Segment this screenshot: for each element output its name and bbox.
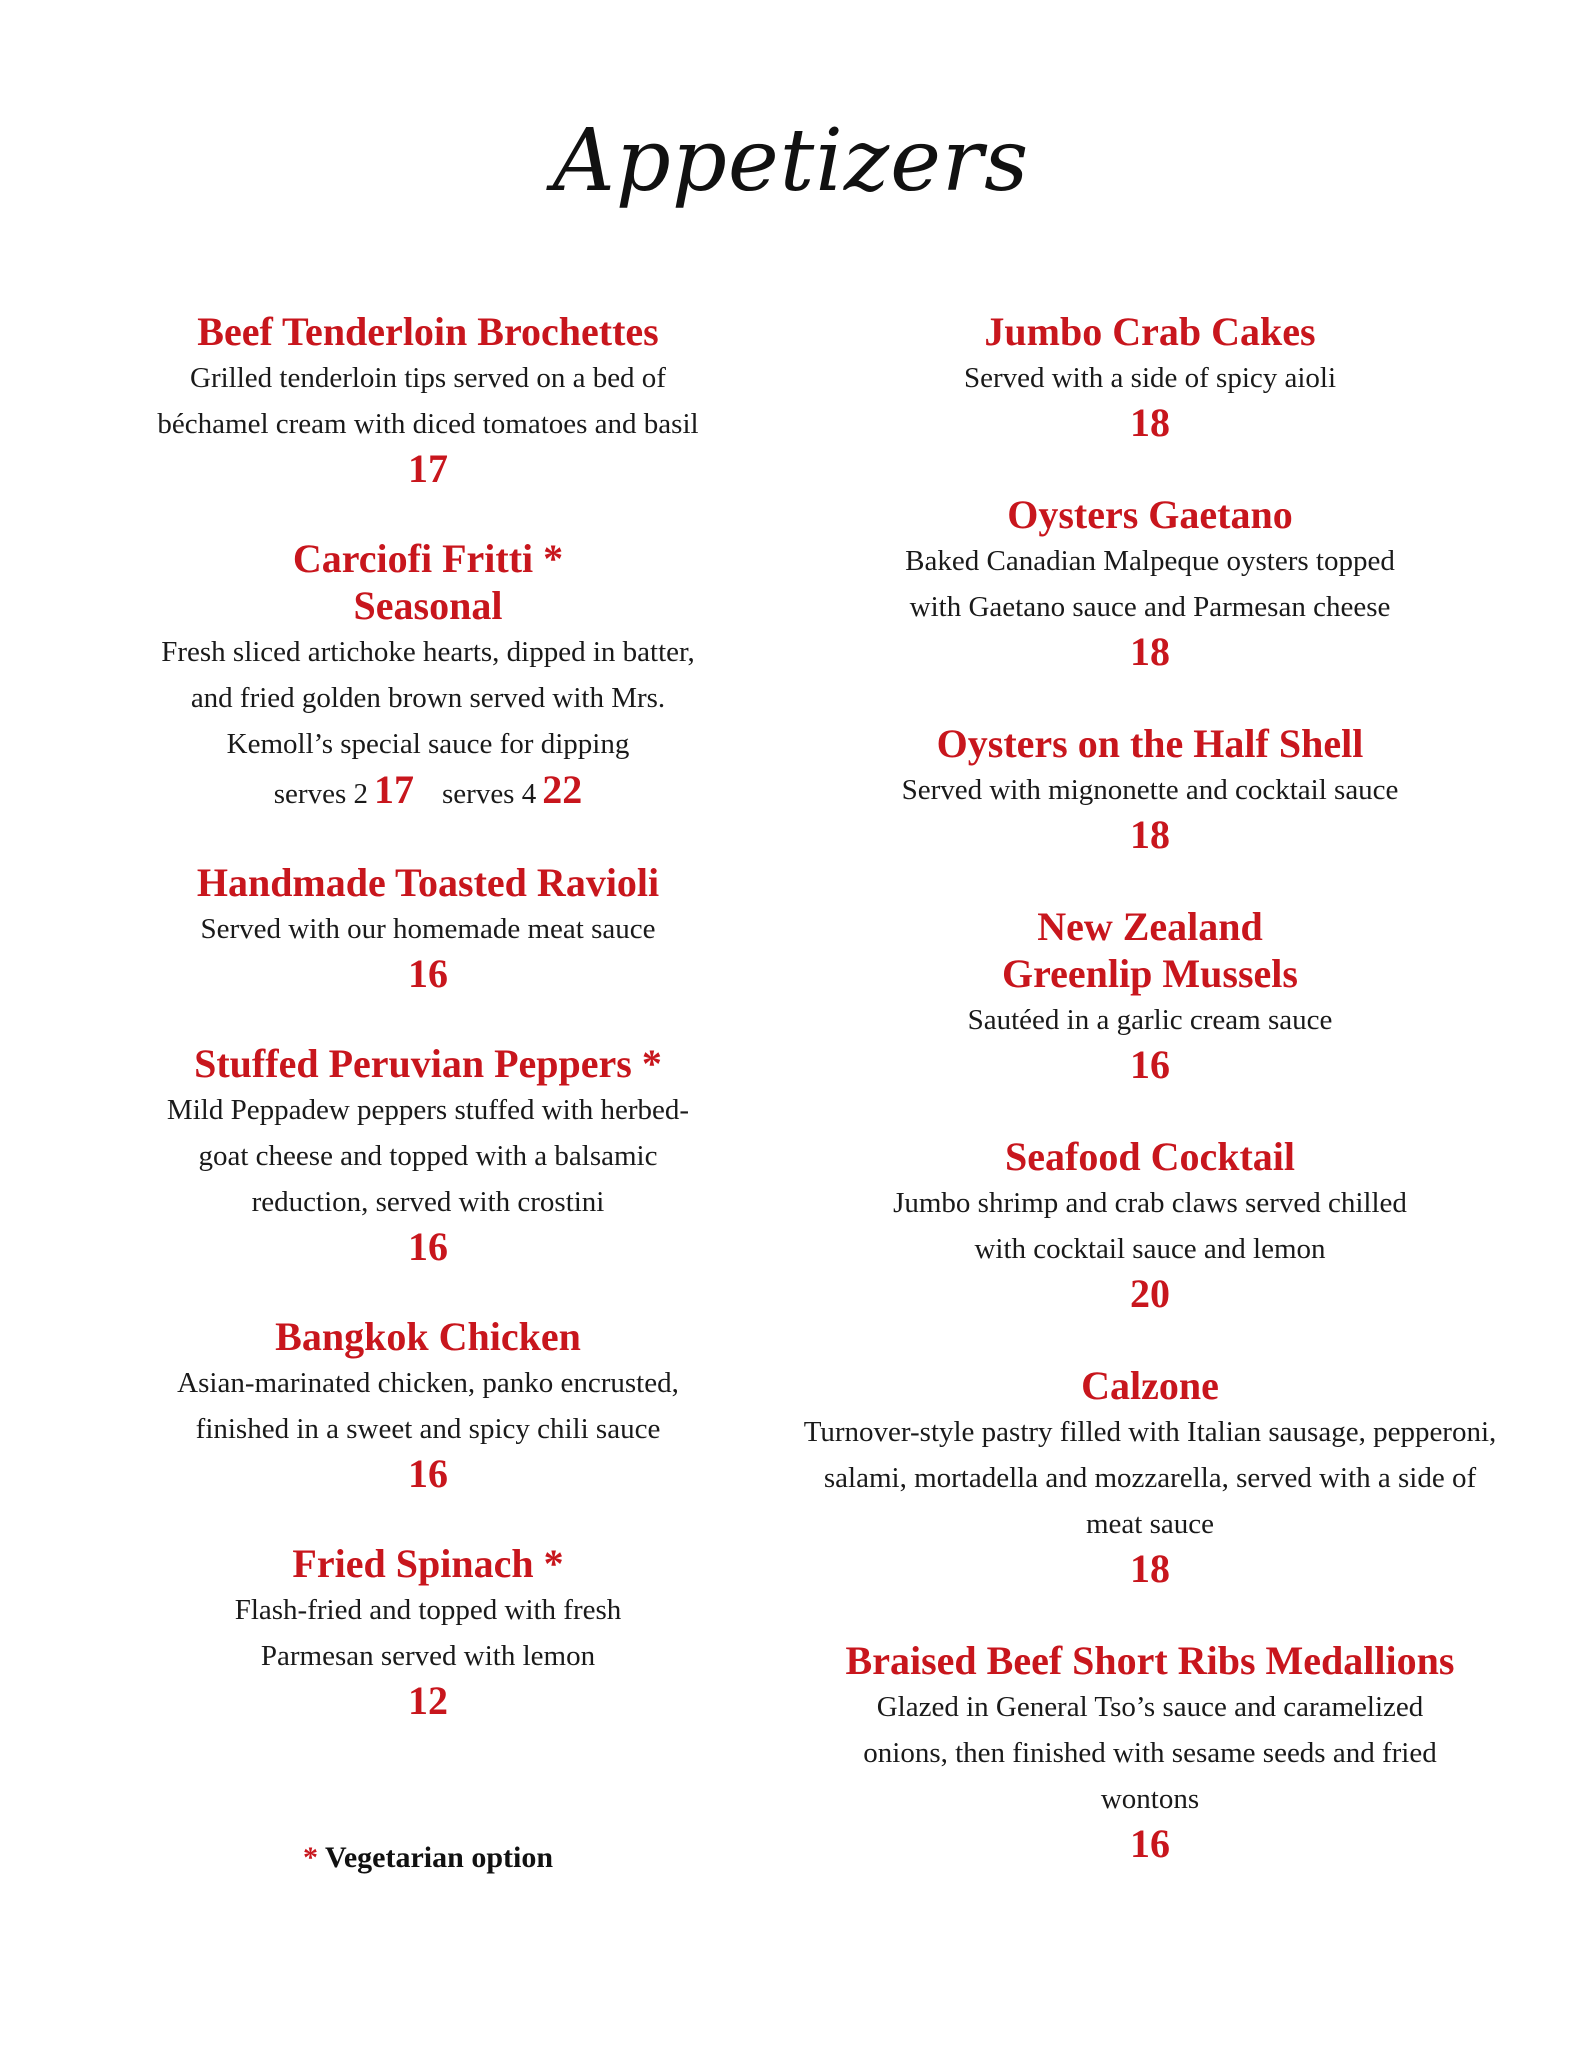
serves-price: 17: [374, 767, 414, 812]
menu-item-bangkok-chicken: [68, 1313, 788, 1496]
item-price: 16: [1130, 1042, 1170, 1087]
menu-item-braised-beef-short-ribs-medallions: [790, 1637, 1510, 1866]
item-name: Oysters on the Half Shell: [936, 721, 1364, 766]
item-description: Grilled tenderloin tips served on a bed of béchamel cream with diced tomatoes and basil: [157, 362, 699, 440]
item-subtitle: Seasonal: [353, 583, 503, 628]
item-price: 16: [408, 1224, 448, 1269]
item-name: Fried Spinach *: [292, 1541, 564, 1586]
item-description: Mild Peppadew peppers stuffed with herbed-goat cheese and topped with a balsamic reduction, served with crostini: [166, 1094, 690, 1218]
item-description: Served with mignonette and cocktail sauce: [901, 774, 1399, 806]
serves-label: serves 4: [442, 778, 537, 810]
footnote-star: *: [302, 1841, 318, 1874]
serves-price: 22: [542, 767, 583, 812]
item-name: Bangkok Chicken: [275, 1314, 581, 1359]
item-name: Oysters Gaetano: [1007, 492, 1293, 537]
menu-item-calzone: [790, 1362, 1510, 1591]
item-name: Stuffed Peruvian Peppers *: [194, 1041, 662, 1086]
item-description: Sautéed in a garlic cream sauce: [967, 1004, 1333, 1036]
menu-item-oysters-on-the-half-shell: [790, 720, 1510, 857]
item-description: Baked Canadian Malpeque oysters topped with Gaetano sauce and Parmesan cheese: [905, 545, 1395, 623]
footnote-text: Vegetarian option: [324, 1841, 554, 1874]
item-description: Glazed in General Tso’s sauce and caramelized onions, then finished with sesame seeds and fried wontons: [863, 1691, 1437, 1815]
serves-options: [68, 767, 788, 817]
item-price: 16: [408, 951, 448, 996]
item-price: 12: [408, 1678, 448, 1723]
vegetarian-footnote: [68, 1838, 788, 1878]
menu-item-carciofi-fritti: [68, 535, 788, 817]
item-price: 18: [1130, 1546, 1170, 1591]
menu-item-oysters-gaetano: [790, 491, 1510, 674]
item-price: 18: [1130, 400, 1170, 445]
item-description: Served with our homemade meat sauce: [200, 913, 656, 945]
item-description: Flash-fried and topped with fresh Parmesan served with lemon: [234, 1594, 622, 1672]
item-name: Calzone: [1081, 1363, 1219, 1408]
menu-item-stuffed-peruvian-peppers: [68, 1040, 788, 1269]
item-name: Seafood Cocktail: [1005, 1134, 1295, 1179]
item-price: 17: [408, 446, 448, 491]
item-description: Asian-marinated chicken, panko encrusted, finished in a sweet and spicy chili sauce: [177, 1367, 679, 1445]
menu-item-handmade-toasted-ravioli: [68, 859, 788, 996]
item-price: 18: [1130, 812, 1170, 857]
item-name: New Zealand: [1037, 904, 1263, 949]
item-name: Carciofi Fritti *: [292, 536, 564, 581]
right-menu-column: [790, 308, 1510, 1866]
item-description: Served with a side of spicy aioli: [963, 362, 1337, 394]
menu-item-jumbo-crab-cakes: [790, 308, 1510, 445]
item-subtitle: Greenlip Mussels: [1002, 951, 1298, 996]
menu-item-seafood-cocktail: [790, 1133, 1510, 1316]
item-price: 20: [1130, 1271, 1170, 1316]
menu-item-fried-spinach: [68, 1540, 788, 1723]
menu-item-beef-tenderloin-brochettes: [68, 308, 788, 491]
serves-label: serves 2: [273, 778, 368, 810]
item-description: Jumbo shrimp and crab claws served chilled with cocktail sauce and lemon: [893, 1187, 1407, 1265]
item-price: 16: [408, 1451, 448, 1496]
item-name: Jumbo Crab Cakes: [984, 309, 1316, 354]
page-title: Appetizers: [552, 111, 1030, 211]
item-name: Beef Tenderloin Brochettes: [197, 309, 659, 354]
item-price: 16: [1130, 1821, 1170, 1866]
item-description: Turnover-style pastry filled with Italian sausage, pepperoni, salami, mortadella and mozzarella, served with a side of meat sauce: [803, 1416, 1497, 1540]
left-menu-column: [68, 308, 788, 1723]
menu-item-new-zealand-greenlip-mussels: [790, 903, 1510, 1087]
item-name: Handmade Toasted Ravioli: [196, 860, 660, 905]
item-name: Braised Beef Short Ribs Medallions: [845, 1638, 1455, 1683]
item-price: 18: [1130, 629, 1170, 674]
item-description: Fresh sliced artichoke hearts, dipped in batter, and fried golden brown served with Mrs. Kemoll’s special sauce for dipping: [161, 636, 695, 760]
